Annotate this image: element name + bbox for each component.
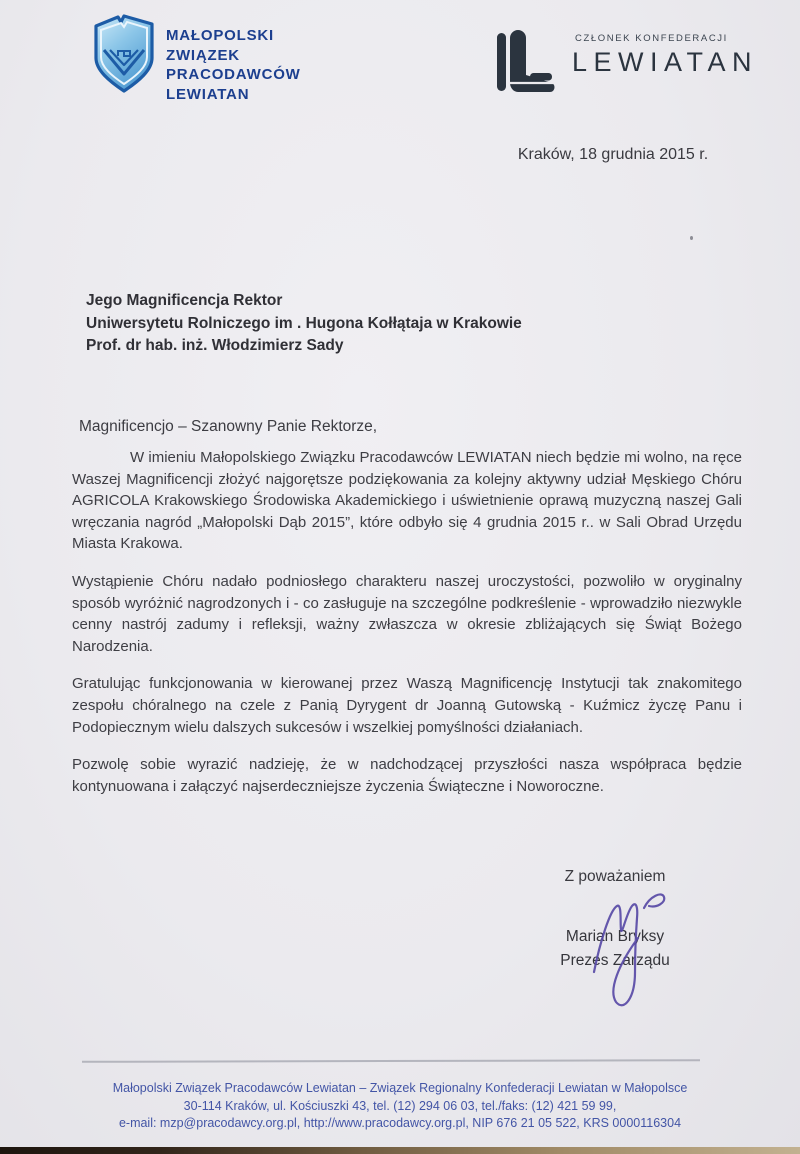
recipient-line: Jego Magnificencja Rektor [86, 292, 283, 309]
scan-speck [690, 236, 693, 240]
lewiatan-mark-icon [494, 26, 556, 98]
handwritten-signature [586, 878, 674, 1016]
paragraph-2: Wystąpienie Chóru nadało podniosłego charakteru naszej uroczystości, pozwoliło w oryginalny sposób wyróżnić nagrodzonych i - co zasługuje na szczególne podkreślenie - wprowadziło niezwykle cenny nastrój zadumy i refleksji, ważny zwłaszcza w okresie zbliżających się Świąt Bożego Narodzenia. [72, 572, 742, 655]
date-line: Kraków, 18 grudnia 2015 r. [517, 146, 709, 163]
lewiatan-brand: LEWIATAN [572, 47, 759, 77]
signer-name: Marian Bryksy [565, 928, 665, 945]
footer-divider [82, 1059, 700, 1062]
org-name [166, 26, 386, 104]
paragraph-3: Gratulując funkcjonowania w kierowanej przez Waszą Magnificencję Instytucji tak znakomitego zespołu chóralnego na czele z Panią Dyrygent dr Joanną Gutowską - Kuźmicz życzę Panu i Podopiecznym wielu dalszych sukcesów i wszelkiej pomyślności działaniach. [72, 675, 742, 736]
footer-line: 30-114 Kraków, ul. Kościuszki 43, tel. (12) 294 06 03, tel./faks: (12) 421 59 99, [183, 1098, 617, 1113]
recipient-block [86, 290, 646, 358]
letter-body [72, 447, 742, 813]
org-name-line: PRACODAWCÓW [166, 66, 301, 83]
paragraph-4: Pozwolę sobie wyrazić nadzieję, że w nadchodzącej przyszłości nasza współpraca będzie kontynuowana i załączyć najserdeczniejsze życzenia Świąteczne i Noworoczne. [72, 756, 742, 795]
shield-logo-icon [88, 12, 160, 96]
org-name-line: ZWIĄZEK [166, 46, 240, 64]
org-name-line: LEWIATAN [166, 85, 250, 103]
recipient-line: Uniwersytetu Rolniczego im . Hugona Kołłątaja w Krakowie [86, 314, 522, 332]
scan-bottom-edge [0, 1147, 800, 1154]
paragraph-1: W imieniu Małopolskiego Związku Pracodawców LEWIATAN niech będzie mi wolno, na ręce Waszej Magnificencji złożyć najgorętsze podziękowania za kolejny aktywny udział Męskiego Chóru AGRICOLA Krakowskiego Środowiska Akademickiego i uświetnienie oprawą muzyczną naszej Gali wręczania nagród „Małopolski Dąb 2015”, które odbyło się 4 grudnia 2015 r.. w Sali Obrad Urzędu Miasta Krakowa. [72, 449, 742, 553]
signer-title: Prezes Zarządu [560, 952, 670, 969]
closing-phrase: Z poważaniem [564, 868, 666, 885]
salutation: Magnificencjo – Szanowny Panie Rektorze, [79, 418, 378, 435]
footer-line: Małopolski Związek Pracodawców Lewiatan – Związek Regionalny Konfederacji Lewiatan w Małopolsce [112, 1081, 688, 1095]
org-name-line: MAŁOPOLSKI [166, 27, 274, 44]
footer-line: e-mail: mzp@pracodawcy.org.pl, http://www.pracodawcy.org.pl, NIP 676 21 05 522, KRS 0000116304 [118, 1116, 682, 1130]
lewiatan-tagline: CZŁONEK KONFEDERACJI [575, 33, 728, 44]
recipient-line: Prof. dr hab. inż. Włodzimierz Sady [86, 337, 344, 354]
footer-contact-block [55, 1080, 745, 1133]
